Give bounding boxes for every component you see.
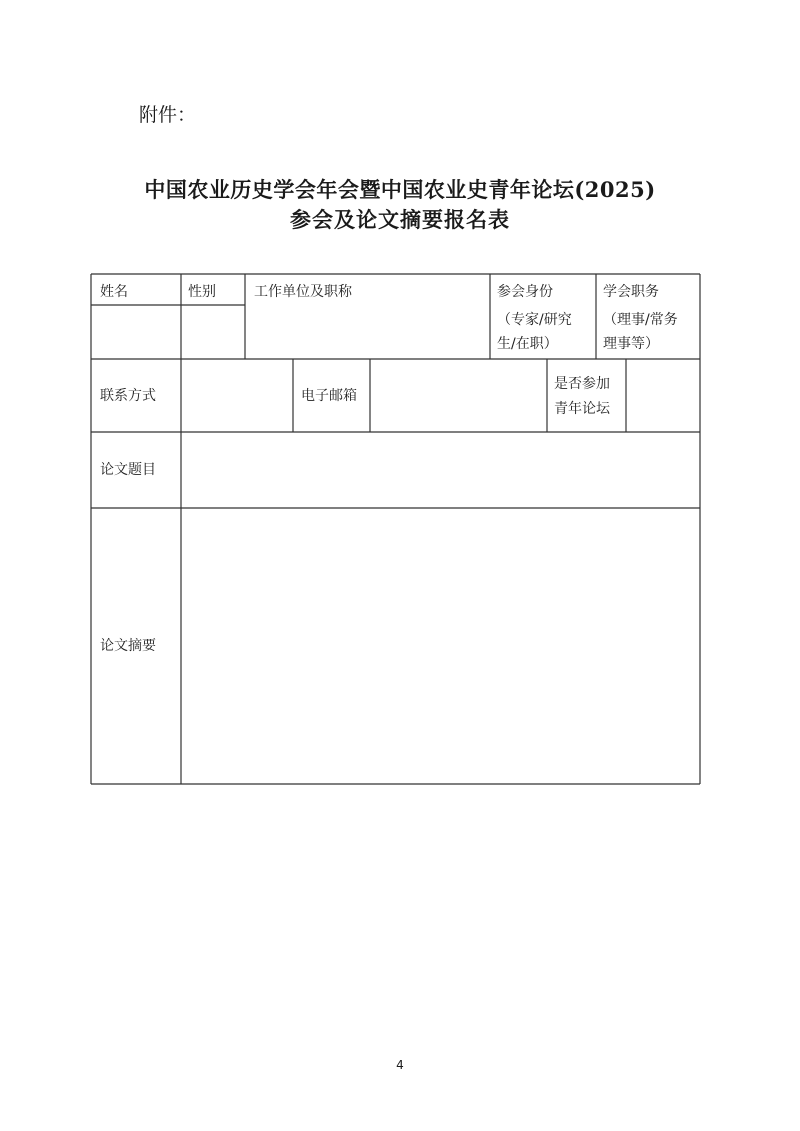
position-hint-line-2: 理事等）: [603, 336, 659, 352]
forum-participation-field[interactable]: [627, 360, 699, 431]
page-number: 4: [396, 1058, 404, 1072]
paper-title-label: 论文题目: [100, 462, 156, 478]
position-hint-line-1: （理事/常务: [603, 312, 678, 328]
name-label: 姓名: [100, 284, 128, 300]
gender-label: 性别: [188, 284, 216, 300]
forum-label-line-2: 青年论坛: [554, 401, 610, 417]
work-unit-field[interactable]: [246, 306, 489, 358]
forum-label-line-1: 是否参加: [554, 376, 610, 392]
email-label: 电子邮箱: [301, 388, 357, 404]
form-title-line-1: 中国农业历史学会年会暨中国农业史青年论坛(2025): [144, 177, 656, 202]
identity-hint-line-1: （专家/研究: [497, 312, 572, 328]
position-label: 学会职务: [603, 284, 659, 300]
gender-field[interactable]: [182, 306, 244, 358]
contact-field[interactable]: [182, 360, 292, 431]
attachment-label: 附件：: [139, 104, 197, 126]
abstract-field[interactable]: [182, 509, 699, 783]
identity-label: 参会身份: [497, 284, 553, 300]
work-unit-label: 工作单位及职称: [254, 284, 352, 300]
contact-label: 联系方式: [100, 388, 156, 404]
name-field[interactable]: [92, 306, 180, 358]
paper-title-field[interactable]: [182, 433, 699, 507]
identity-hint-line-2: 生/在职）: [497, 336, 558, 352]
abstract-label: 论文摘要: [100, 638, 156, 654]
form-title-line-2: 参会及论文摘要报名表: [290, 207, 510, 232]
email-field[interactable]: [371, 360, 546, 431]
